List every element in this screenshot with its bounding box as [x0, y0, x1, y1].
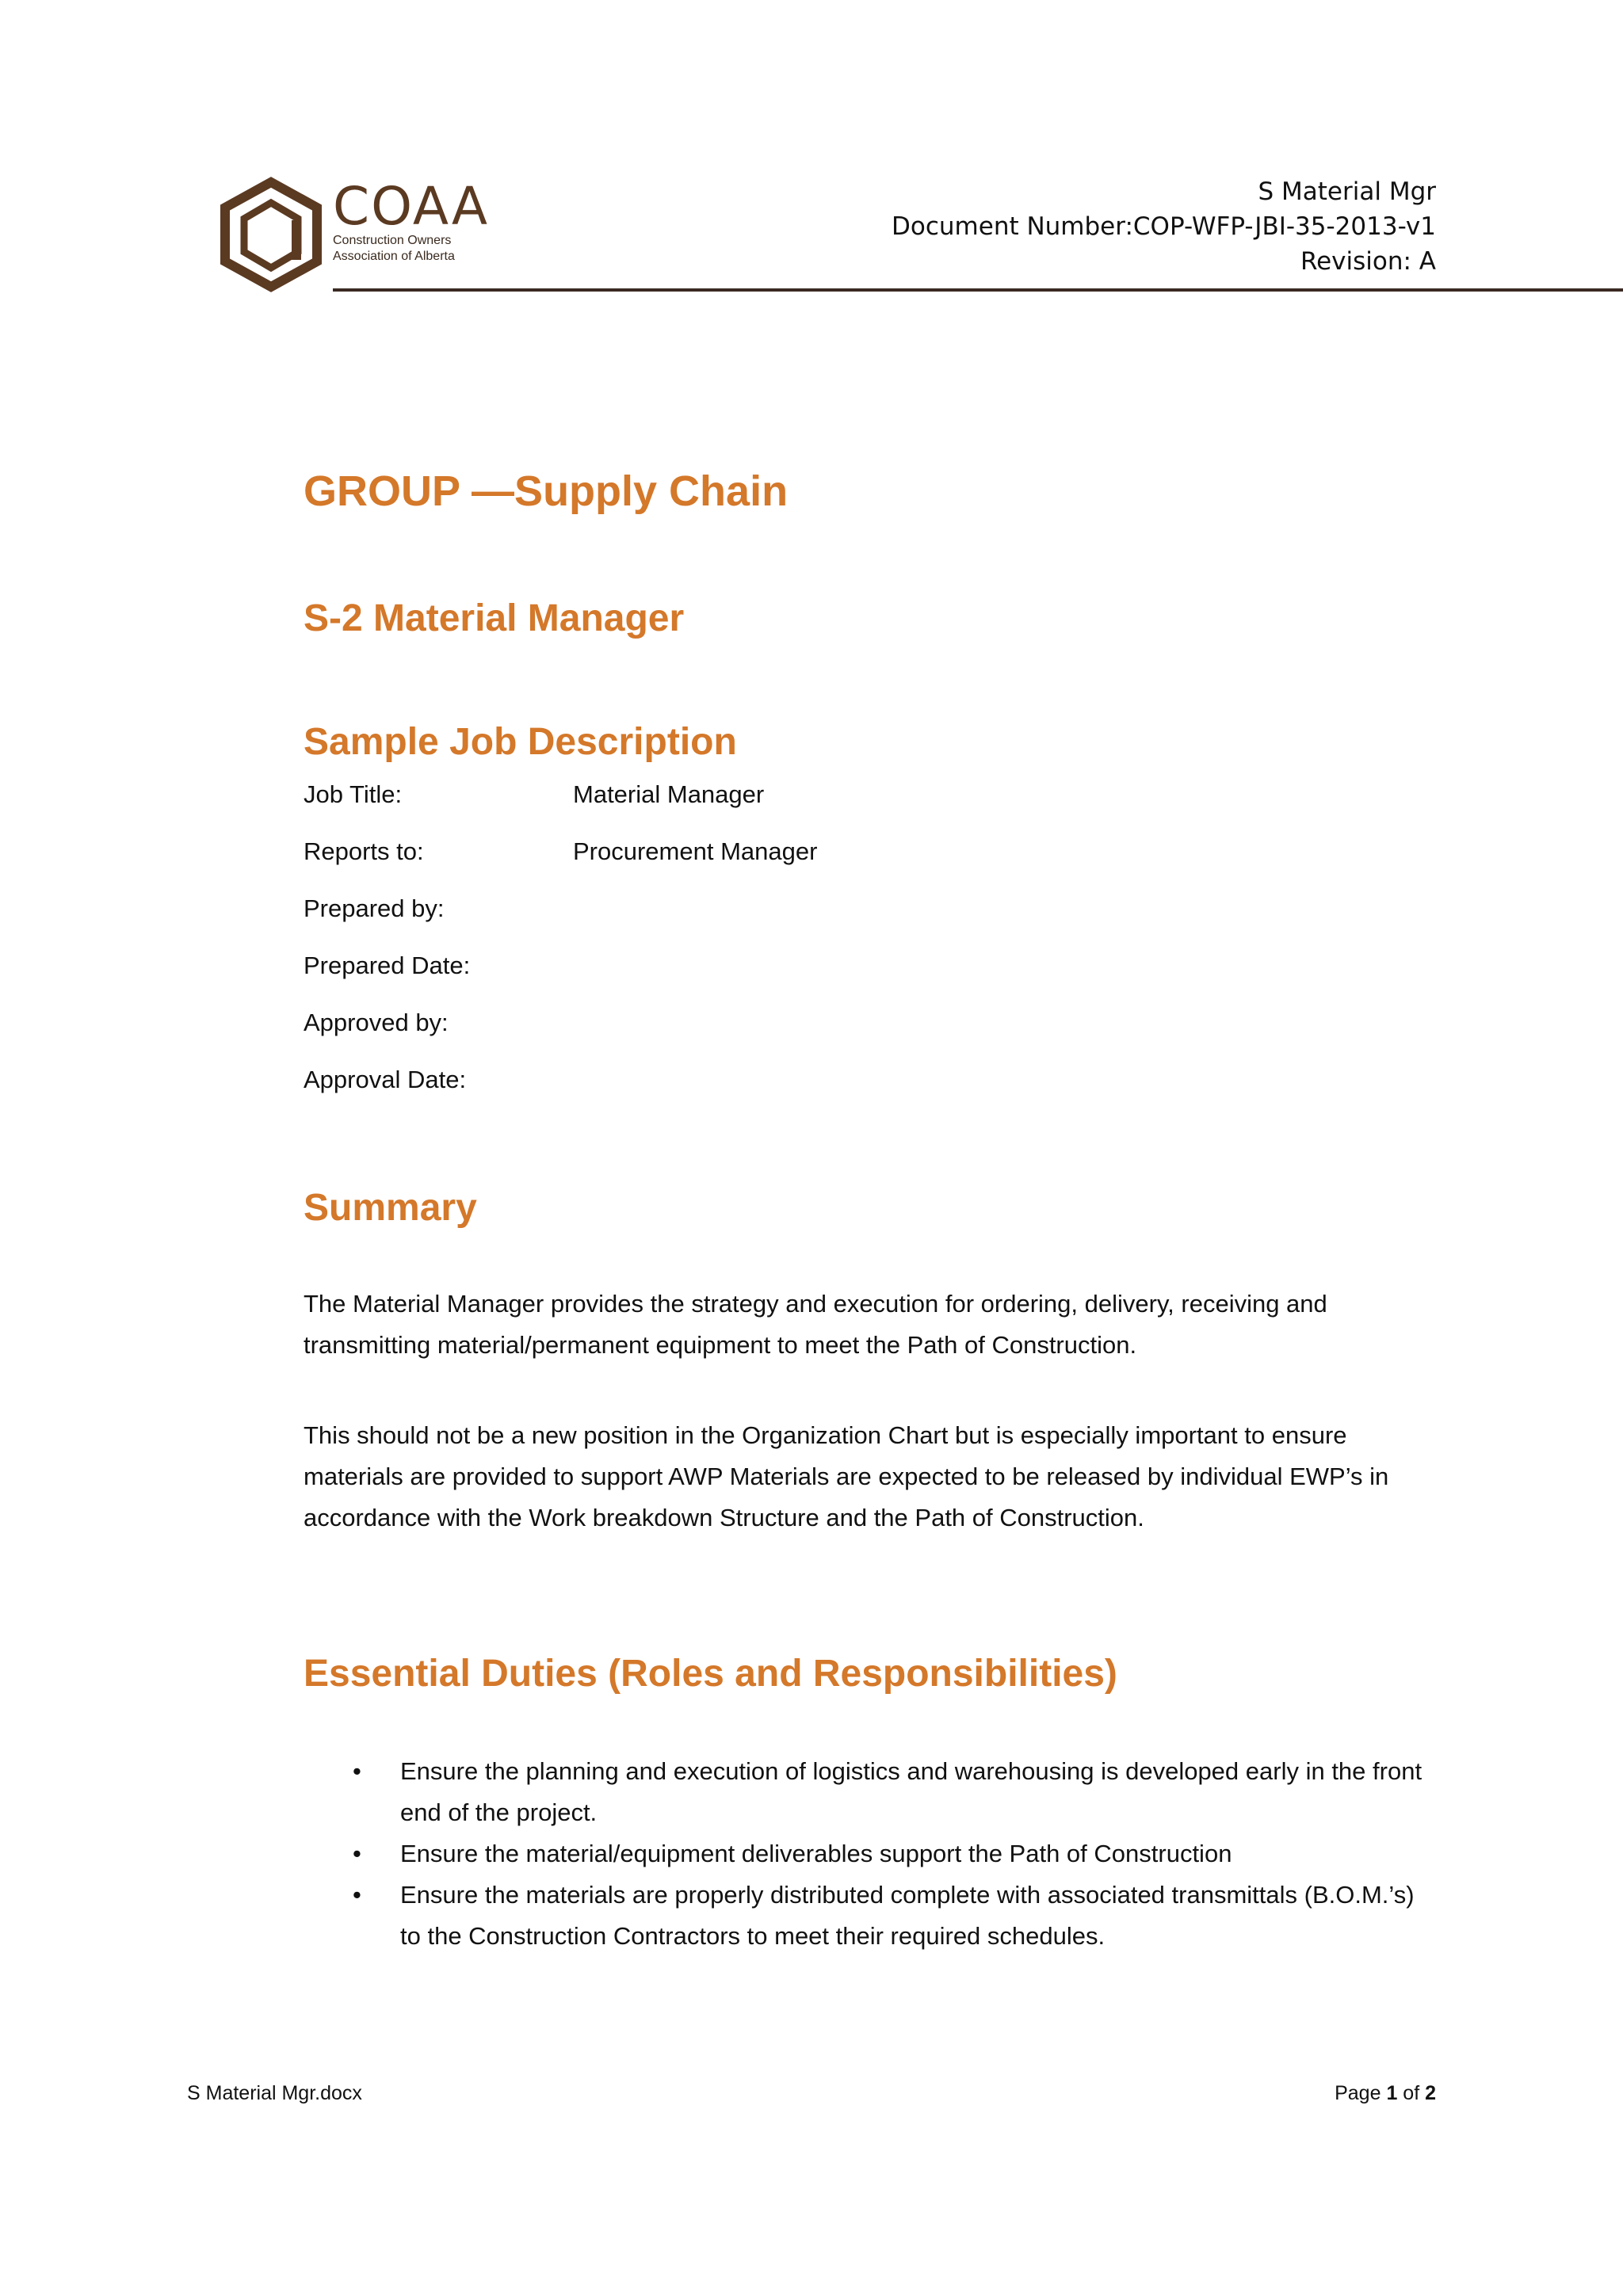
bullet-icon: •	[353, 1757, 361, 1785]
role-heading: S-2 Material Manager	[304, 597, 685, 639]
summary-paragraph-2: This should not be a new position in the Organization Chart but is especially important to ensure materials are provided to support AWP Materials are expected to be released by individual EWP’s in accordance with the Work breakdown Structure and the Path of Construction.	[304, 1421, 1389, 1531]
doc-number-label: Document Number:	[892, 212, 1133, 241]
bullet-icon: •	[353, 1881, 361, 1909]
field-label: Prepared by:	[304, 894, 445, 922]
footer-filename: S Material Mgr.docx	[187, 2082, 362, 2104]
field-value: Procurement Manager	[573, 837, 818, 865]
field-label: Approved by:	[304, 1009, 449, 1036]
doc-number-line	[892, 209, 1436, 244]
duty-text: Ensure the planning and execution of logistics and warehousing is developed early in the front end of the project.	[400, 1757, 1423, 1826]
group-heading: GROUP —Supply Chain	[304, 467, 789, 515]
field-label: Job Title:	[304, 780, 403, 808]
header-divider	[333, 288, 1623, 292]
summary-paragraph-1: The Material Manager provides the strategy and execution for ordering, delivery, receiving and transmitting material/permanent equipment to meet the Path of Construction.	[304, 1290, 1327, 1359]
field-label: Prepared Date:	[304, 952, 471, 979]
page-of: of	[1397, 2082, 1426, 2104]
doc-title: S Material Mgr	[1258, 177, 1436, 206]
document-header-info	[892, 174, 1436, 279]
duties-list	[304, 1751, 1429, 1957]
page-prefix: Page	[1335, 2082, 1387, 2104]
essential-duties-heading: Essential Duties (Roles and Responsibilities)	[304, 1653, 1117, 1695]
duty-text: Ensure the materials are properly distributed complete with associated transmittals (B.O.M.’s) to the Construction Contractors to meet their required schedules.	[400, 1881, 1415, 1950]
doc-revision: Revision: A	[1300, 247, 1436, 276]
footer-page-number	[1335, 2079, 1436, 2107]
bullet-icon: •	[353, 1840, 361, 1867]
logo-subtitle-line2: Association of Alberta	[333, 250, 455, 263]
logo-name: COAA	[333, 176, 490, 237]
list-item	[304, 1833, 1429, 1875]
duty-text: Ensure the material/equipment deliverables support the Path of Construction	[400, 1840, 1232, 1867]
field-label: Approval Date:	[304, 1066, 467, 1093]
coaa-logo-text	[333, 176, 490, 265]
summary-heading: Summary	[304, 1187, 477, 1229]
doc-number: COP-WFP-JBI-35-2013-v1	[1132, 212, 1436, 241]
list-item	[304, 1875, 1429, 1957]
coaa-logo-mark-icon	[219, 176, 330, 295]
list-item	[304, 1751, 1429, 1833]
field-value: Material Manager	[573, 780, 765, 808]
coaa-logo	[219, 176, 490, 295]
logo-subtitle-line1: Construction Owners	[333, 234, 452, 247]
page-total: 2	[1425, 2082, 1436, 2104]
sample-job-description-heading: Sample Job Description	[304, 721, 737, 763]
page-current: 1	[1386, 2082, 1398, 2104]
field-label: Reports to:	[304, 837, 424, 865]
